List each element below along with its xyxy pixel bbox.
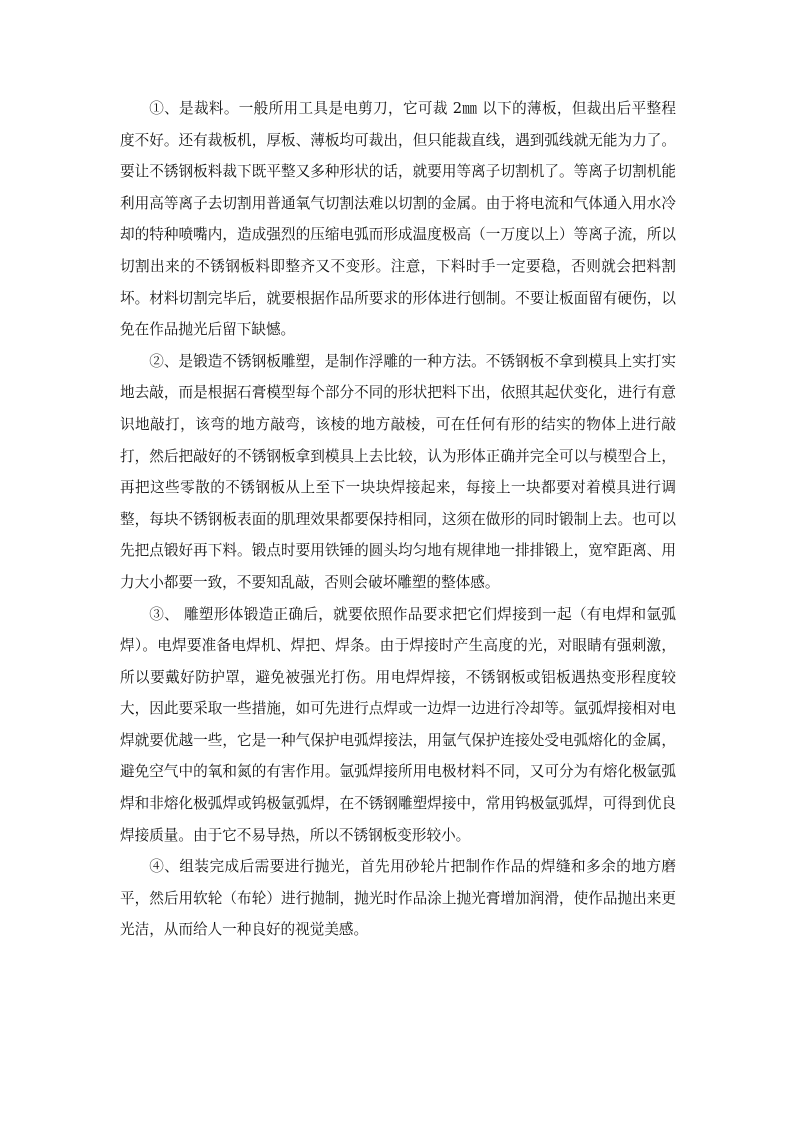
paragraph-cutting: ①、是裁料。一般所用工具是电剪刀，它可裁 2㎜ 以下的薄板，但裁出后平整程度不好。还有裁板机，厚板、薄板均可裁出，但只能裁直线，遇到弧线就无能为力了。要让不锈钢板料裁下既平整又多种形状的话，就要用等离子切割机了。等离子切割机能利用高等离子去切割用普通氧气切割法难以切割的金属。由于将电流和气体通入用水冷却的特种喷嘴内，造成强烈的压缩电弧而形成温度极高（一万度以上）等离子流，所以切割出来的不锈钢板料即整齐又不变形。注意，下料时手一定要稳，否则就会把料割坏。材料切割完毕后，就要根据作品所要求的形体进行刨制。不要让板面留有硬伤，以免在作品抛光后留下缺憾。 — [120, 100, 676, 339]
paragraph-polishing: ④、组装完成后需要进行抛光，首先用砂轮片把制作作品的焊缝和多余的地方磨平，然后用软轮（布轮）进行抛制，抛光时作品涂上抛光膏增加润滑，使作品抛出来更光洁，从而给人一种良好的视觉美感。 — [120, 858, 676, 939]
document-body — [120, 93, 676, 946]
paragraph-forging: ②、是锻造不锈钢板雕塑，是制作浮雕的一种方法。不锈钢板不拿到模具上实打实地去敲，而是根据石膏模型每个部分不同的形状把料下出，依照其起伏变化，进行有意识地敲打，该弯的地方敲弯，该棱的地方敲棱，可在任何有形的结实的物体上进行敲打，然后把敲好的不锈钢板拿到模具上去比较，认为形体正确并完全可以与模型合上，再把这些零散的不锈钢板从上至下一块块焊接起来，每接上一块都要对着模具进行调整，每块不锈钢板表面的肌理效果都要保持相同，这须在做形的同时锻制上去。也可以先把点锻好再下料。锻点时要用铁锤的圆头均匀地有规律地一排排锻上，宽窄距离、用力大小都要一致，不要知乱敲，否则会破坏雕塑的整体感。 — [120, 352, 676, 591]
paragraph-welding: ③、 雕塑形体锻造正确后，就要依照作品要求把它们焊接到一起（有电焊和氩弧焊）。电焊要准备电焊机、焊把、焊条。由于焊接时产生高度的光，对眼睛有强刺激，所以要戴好防护罩，避免被强光打伤。用电焊焊接，不锈钢板或铝板遇热变形程度较大，因此要采取一些措施，如可先进行点焊或一边焊一边进行冷却等。氩弧焊接相对电焊就要优越一些，它是一种气保护电弧焊接法，用氩气保护连接处受电弧熔化的金属，避免空气中的氧和氮的有害作用。氩弧焊接所用电极材料不同，又可分为有熔化极氩弧焊和非熔化极弧焊或钨极氩弧焊，在不锈钢雕塑焊接中，常用钨极氩弧焊，可得到优良焊接质量。由于它不易导热，所以不锈钢板变形较小。 — [120, 605, 676, 844]
